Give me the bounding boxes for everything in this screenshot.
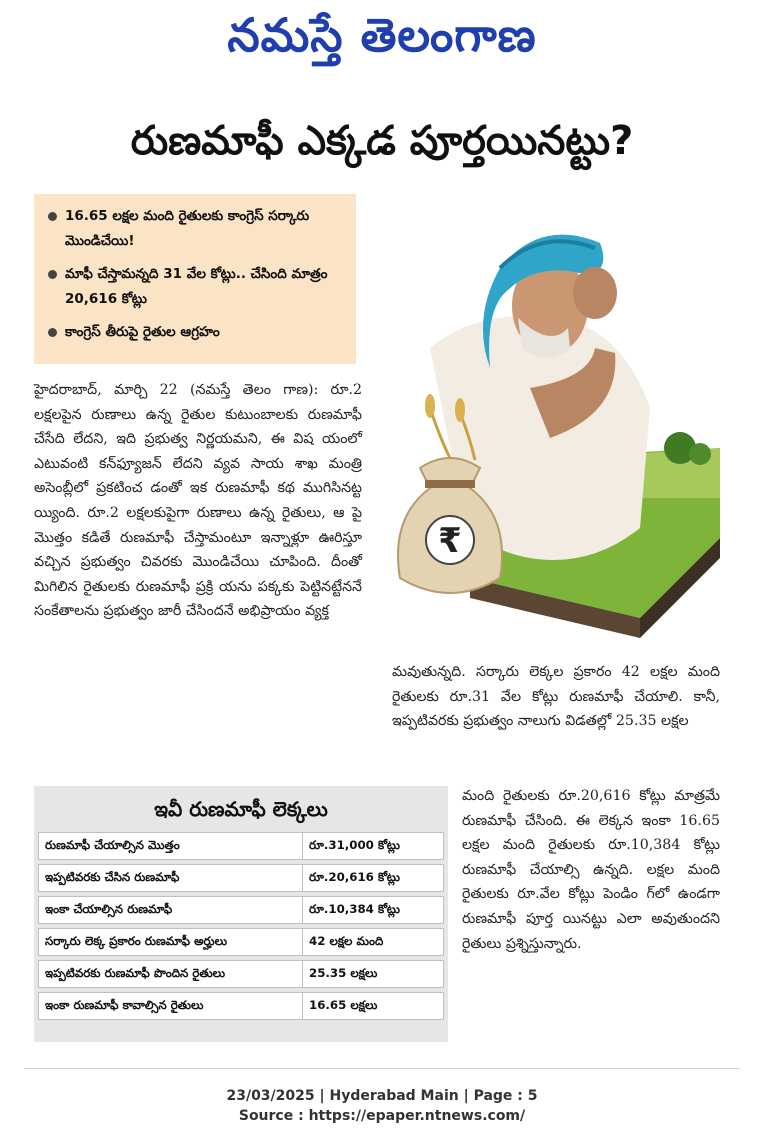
highlight-item [48,320,348,345]
highlights-box [34,194,356,364]
highlight-text: 16.65 లక్షల మంది రైతులకు కాంగ్రెస్ సర్కారు మొండిచేయి! [65,208,310,249]
footer-source: Source : https://epaper.ntnews.com/ [238,1108,526,1124]
table-cell-label: రుణమాఫీ చేయాల్సిన మొత్తం [39,833,303,860]
article-column-1: హైదరాబాద్, మార్చి 22 (నమస్తే తెలం గాణ): రూ.2 లక్షలపైన రుణాలు ఉన్న రైతుల కుటుంబాలకు రుణమాఫీ చేసేది లేదని, ఇది ప్రభుత్వ నిర్ణయమని, ఈ విష యంలో ఎటువంటి కన్‌ఫ్యూజన్ లేదని వ్యవ సాయ శాఖ మంత్రి అసెంబ్లీలో ప్రకటించ డంతో ఇక రుణమాఫీ కథ ముగిసినట్ట య్యింది. రూ.2 లక్షలకుపైగా రుణాలు ఉన్న రైతులు, ఆ పై మొత్తం కడితే రుణమాఫీ చేస్తామంటూ ఇన్నాళ్లూ ఊరిస్తూ వచ్చిన ప్రభుత్వం చివరకు మొండిచేయి చూపింది. దీంతో మిగిలిన రైతులకు రుణమాఫీ ప్రక్రి యను పక్కకు పెట్టినట్టేననే సంకేతాలను ప్రభుత్వం జారీ చేసిందనే అభిప్రాయం వ్యక్త [34,382,362,620]
loan-waiver-table [38,832,444,1020]
farmer-illustration [390,198,720,654]
bullet-icon [48,212,57,221]
bullet-icon [48,328,57,337]
table-row [39,865,444,892]
table-cell-value: 25.35 లక్షలు [303,961,444,988]
table-cell-value: రూ.10,384 కోట్లు [303,897,444,924]
table-row [39,897,444,924]
article-column-2-top: మవుతున్నది. సర్కారు లెక్కల ప్రకారం 42 లక్షల మంది రైతులకు రూ.31 వేల కోట్లు రుణమాఫీ చేయాలి. కానీ, ఇప్పటివరకు ప్రభుత్వం నాలుగు విడతల్లో 25.35 లక్షల [392,664,720,730]
table-cell-value: రూ.20,616 కోట్లు [303,865,444,892]
table-cell-label: ఇంకా రుణమాఫీ కావాల్సిన రైతులు [39,993,303,1020]
table-row [39,833,444,860]
footer-dateline: 23/03/2025 | Hyderabad Main | Page : 5 [226,1088,538,1104]
highlight-item [48,262,348,312]
masthead: నమస్తే తెలంగాణ [227,8,537,62]
table-cell-label: ఇప్పటివరకు చేసిన రుణమాఫీ [39,865,303,892]
table-title: ఇవీ రుణమాఫీ లెక్కలు [154,797,328,821]
table-cell-label: ఇంకా చేయాల్సిన రుణమాఫీ [39,897,303,924]
highlight-text: కాంగ్రెస్ తీరుపై రైతుల ఆగ్రహం [65,324,220,340]
bullet-icon [48,270,57,279]
highlight-text: మాఫీ చేస్తామన్నది 31 వేల కోట్లు.. చేసింది మాత్రం 20,616 కోట్లు [65,266,328,307]
table-row [39,961,444,988]
table-cell-label: సర్కారు లెక్క ప్రకారం రుణమాఫీ అర్హులు [39,929,303,956]
rupee-icon: ₹ [438,521,462,561]
table-cell-value: 16.65 లక్షలు [303,993,444,1020]
table-row [39,929,444,956]
table-cell-value: రూ.31,000 కోట్లు [303,833,444,860]
table-row [39,993,444,1020]
loan-waiver-table-box [34,786,448,1042]
table-cell-label: ఇప్పటివరకు రుణమాఫీ పొందిన రైతులు [39,961,303,988]
footer-divider [24,1068,740,1069]
article-column-2-bottom: మంది రైతులకు రూ.20,616 కోట్లు మాత్రమే రుణమాఫీ చేసింది. ఈ లెక్కన ఇంకా 16.65 లక్షల మంది రైతులకు రూ.10,384 కోట్లు రుణమాఫీ చేయాల్సి ఉన్నది. లక్షల మంది రైతులకు రూ.వేల కోట్లు పెండిం గ్‌లో ఉండగా రుణమాఫీ పూర్త యినట్టు ఎలా అవుతుందని రైతులు ప్రశ్నిస్తున్నారు. [462,788,720,952]
headline: రుణమాఫీ ఎక్కడ పూర్తయినట్టు? [130,118,634,164]
table-cell-value: 42 లక్షల మంది [303,929,444,956]
highlight-item [48,204,348,254]
